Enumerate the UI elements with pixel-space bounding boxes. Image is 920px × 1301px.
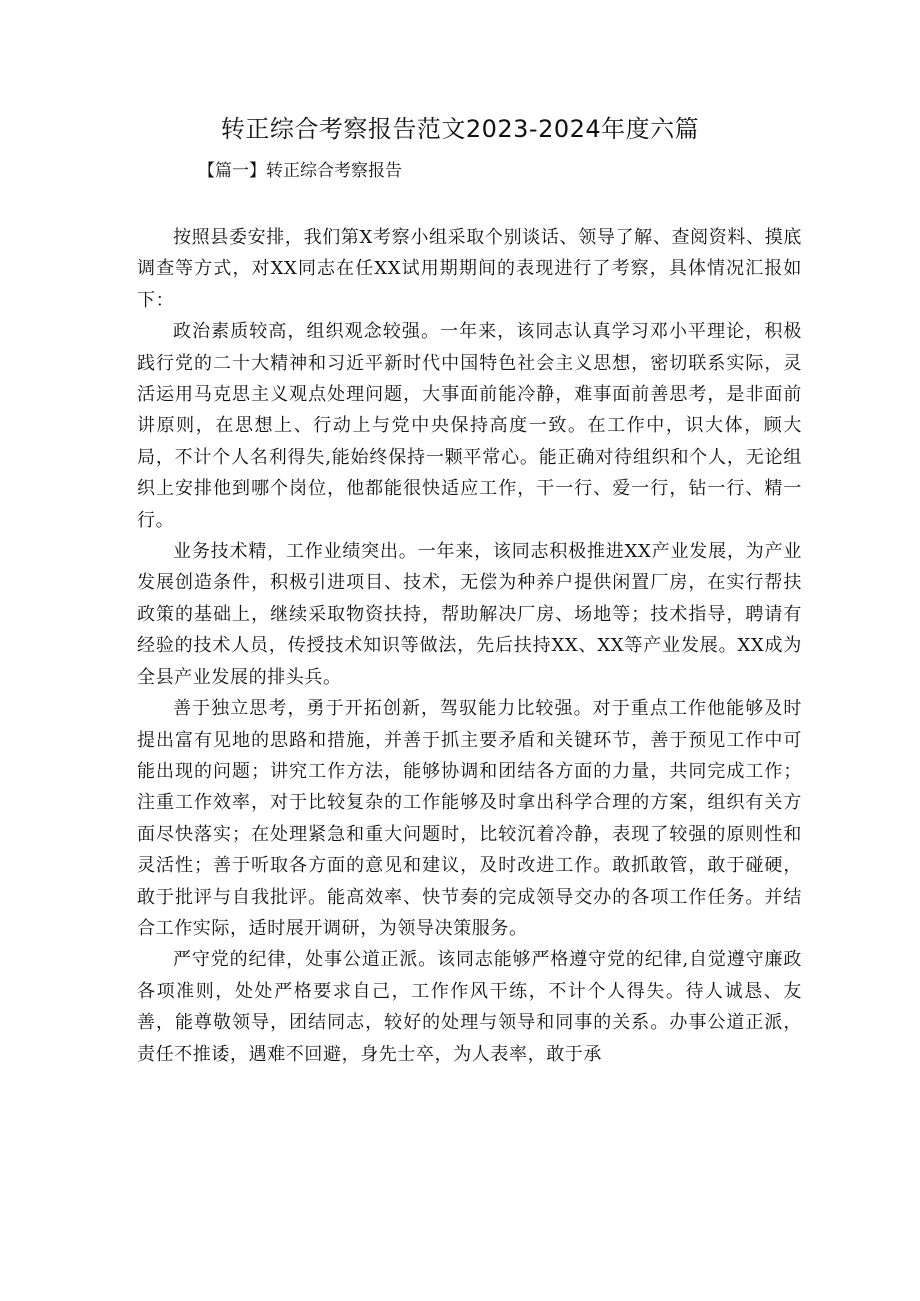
document-body: [137, 222, 802, 1070]
section-heading: 【篇一】转正综合考察报告: [198, 161, 402, 181]
document-title: 转正综合考察报告范文2023-2024年度六篇: [220, 115, 700, 143]
paragraph-business-skill: 业务技术精，工作业绩突出。一年来，该同志积极推进XX产业发展，为产业发展创造条件，积极引进项目、技术，无偿为种养户提供闲置厂房，在实行帮扶政策的基础上，继续采取物资扶持，帮助解决厂房、场地等；技术指导，聘请有经验的技术人员，传授技术知识等做法，先后扶持XX、XX等产业发展。XX成为全县产业发展的排头兵。: [137, 541, 802, 688]
paragraph-intro: 按照县委安排，我们第X考察小组采取个别谈话、领导了解、查阅资料、摸底调查等方式，对XX同志在任XX试用期期间的表现进行了考察，具体情况汇报如下：: [137, 227, 802, 311]
paragraph-political-quality: 政治素质较高，组织观念较强。一年来，该同志认真学习邓小平理论，积极践行党的二十大精神和习近平新时代中国特色社会主义思想，密切联系实际，灵活运用马克思主义观点处理问题，大事面前能冷静，难事面前善思考，是非面前讲原则，在思想上、行动上与党中央保持高度一致。在工作中，识大体，顾大局，不计个人名利得失,能始终保持一颗平常心。能正确对待组织和个人，无论组织上安排他到哪个岗位，他都能很快适应工作，干一行、爱一行，钻一行、精一行。: [137, 321, 802, 531]
paragraph-discipline: 严守党的纪律，处事公道正派。该同志能够严格遵守党的纪律,自觉遵守廉政各项准则，处处严格要求自己，工作作风干练，不计个人得失。待人诚恳、友善，能尊敬领导，团结同志，较好的处理与领导和同事的关系。办事公道正派，责任不推诿，遇难不回避，身先士卒，为人表率，敢于承: [137, 949, 802, 1065]
paragraph-independent-thinking: 善于独立思考，勇于开拓创新，驾驭能力比较强。对于重点工作他能够及时提出富有见地的思路和措施，并善于抓主要矛盾和关键环节，善于预见工作中可能出现的问题；讲究工作方法，能够协调和团结各方面的力量，共同完成工作；注重工作效率，对于比较复杂的工作能够及时拿出科学合理的方案，组织有关方面尽快落实；在处理紧急和重大问题时，比较沉着冷静，表现了较强的原则性和灵活性；善于听取各方面的意见和建议，及时改进工作。敢抓敢管，敢于碰硬，敢于批评与自我批评。能高效率、快节奏的完成领导交办的各项工作任务。并结合工作实际，适时展开调研，为领导决策服务。: [137, 698, 802, 939]
